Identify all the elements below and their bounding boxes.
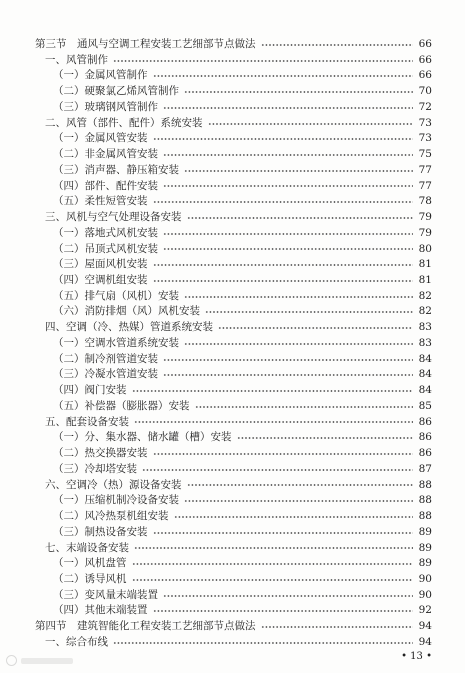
dot-leader [113, 58, 413, 64]
toc-entry-page: 88 [418, 478, 432, 491]
toc-entry-page: 86 [418, 415, 432, 428]
toc-entry-page: 84 [418, 352, 432, 365]
toc-entry-page: 78 [418, 195, 432, 208]
toc-item-entry [0, 430, 465, 446]
toc-item-entry [0, 131, 465, 147]
dot-leader [174, 514, 413, 520]
toc-item-entry [0, 556, 465, 572]
dot-leader [153, 278, 413, 284]
toc-entry-title: （二）风冷热泵机组安装 [53, 510, 169, 523]
toc-item-entry [0, 383, 465, 399]
toc-item-entry [0, 493, 465, 509]
toc-entry-page: 94 [418, 620, 432, 633]
toc-item-entry [0, 367, 465, 383]
toc-entry-page: 89 [418, 557, 432, 570]
dot-leader [163, 593, 413, 599]
toc-entry-page: 79 [418, 211, 432, 224]
toc-entry-page: 81 [418, 274, 432, 287]
dot-leader [153, 73, 413, 79]
toc-entry-page: 86 [418, 431, 432, 444]
toc-entry-page: 70 [418, 85, 432, 98]
toc-entry-title: （二）诱导风机 [53, 572, 127, 585]
dot-leader [163, 183, 413, 189]
dot-leader [153, 608, 413, 614]
toc-entry-title: 五、配套设备安装 [45, 415, 129, 428]
dot-leader [261, 624, 413, 630]
toc-chapter-entry [0, 53, 465, 69]
dot-leader [153, 451, 413, 457]
toc-entry-title: （五）排气扇（风机）安装 [53, 289, 179, 302]
toc-entry-page: 94 [418, 635, 432, 648]
toc-entry-page: 66 [418, 38, 432, 50]
toc-entry-title: 一、风管制作 [45, 53, 108, 66]
toc-entry-page: 84 [418, 368, 432, 381]
dot-leader [195, 404, 413, 410]
toc-entry-title: （二）热交换器安装 [53, 447, 148, 460]
toc-chapter-entry [0, 210, 465, 226]
toc-item-entry [0, 257, 465, 273]
toc-entry-title: 二、风管（部件、配件）系统安装 [45, 116, 203, 129]
dot-leader [163, 231, 413, 237]
dot-leader [184, 498, 413, 504]
toc-item-entry [0, 289, 465, 305]
toc-entry-title: （三）制热设备安装 [53, 525, 148, 538]
toc-item-entry [0, 100, 465, 116]
table-of-contents [0, 37, 465, 651]
toc-entry-title: （三）冷却塔安装 [53, 462, 137, 475]
dot-leader [237, 435, 413, 441]
dot-leader [163, 372, 413, 378]
toc-entry-title: （一）金属风管安装 [53, 132, 148, 145]
dot-leader [163, 105, 413, 111]
toc-entry-page: 89 [418, 541, 432, 554]
toc-entry-page: 75 [418, 148, 432, 161]
toc-entry-page: 90 [418, 572, 432, 585]
toc-entry-page: 88 [418, 494, 432, 507]
dot-leader [187, 482, 413, 488]
toc-entry-title: （一）风机盘管 [53, 557, 127, 570]
dot-leader [153, 262, 413, 268]
dot-leader [132, 561, 413, 567]
toc-item-entry [0, 588, 465, 604]
toc-entry-title: 四、空调（冷、热媒）管道系统安装 [45, 321, 213, 334]
toc-item-entry [0, 509, 465, 525]
toc-entry-title: （一）压缩机制冷设备安装 [53, 494, 179, 507]
toc-entry-page: 87 [418, 462, 432, 475]
toc-item-entry [0, 84, 465, 100]
toc-item-entry [0, 179, 465, 195]
toc-entry-title: （三）屋面风机安装 [53, 258, 148, 271]
toc-item-entry [0, 273, 465, 289]
toc-entry-page: 90 [418, 588, 432, 601]
toc-item-entry [0, 336, 465, 352]
toc-entry-page: 82 [418, 289, 432, 302]
dot-leader [187, 215, 413, 221]
toc-entry-title: （六）消防排烟（风）风机安装 [53, 305, 200, 318]
dot-leader [132, 388, 413, 394]
toc-entry-title: （二）硬聚氯乙烯风管制作 [53, 85, 179, 98]
toc-entry-page: 89 [418, 525, 432, 538]
dot-leader [153, 199, 413, 205]
toc-section-entry [0, 619, 465, 635]
toc-entry-page: 77 [418, 179, 432, 192]
toc-item-entry [0, 352, 465, 368]
toc-entry-title: 第三节 通风与空调工程安装工艺细部节点做法 [35, 38, 256, 50]
toc-entry-page: 85 [418, 399, 432, 412]
toc-entry-title: （四）空调机组安装 [53, 274, 148, 287]
dot-leader [163, 152, 413, 158]
dot-leader [208, 121, 413, 127]
toc-chapter-entry [0, 415, 465, 431]
toc-entry-title: （四）部件、配件安装 [53, 179, 158, 192]
dot-leader [132, 577, 413, 583]
toc-entry-title: （一）金属风管制作 [53, 69, 148, 82]
toc-entry-title: （二）制冷剂管道安装 [53, 352, 158, 365]
toc-entry-page: 88 [418, 510, 432, 523]
toc-entry-title: （四）其他末端装置 [53, 604, 148, 617]
dot-leader [142, 467, 413, 473]
toc-entry-page: 73 [418, 116, 432, 129]
toc-entry-page: 66 [418, 69, 432, 82]
toc-chapter-entry [0, 478, 465, 494]
toc-entry-title: （二）吊顶式风机安装 [53, 242, 158, 255]
dot-leader [153, 136, 413, 142]
toc-entry-title: 一、综合布线 [45, 635, 108, 648]
toc-entry-title: （四）阀门安装 [53, 384, 127, 397]
toc-entry-page: 79 [418, 226, 432, 239]
toc-chapter-entry [0, 541, 465, 557]
dot-leader [113, 640, 413, 646]
toc-chapter-entry [0, 635, 465, 651]
dot-leader [261, 42, 413, 48]
watermark-icon [6, 655, 17, 666]
toc-entry-title: （三）变风量末端装置 [53, 588, 158, 601]
watermark-mark [21, 658, 73, 664]
toc-entry-page: 83 [418, 321, 432, 334]
dot-leader [184, 168, 413, 174]
toc-entry-page: 80 [418, 242, 432, 255]
toc-item-entry [0, 194, 465, 210]
dot-leader [163, 246, 413, 252]
watermark-logo [6, 655, 76, 667]
toc-item-entry [0, 399, 465, 415]
toc-entry-title: （三）冷凝水管道安装 [53, 368, 158, 381]
toc-item-entry [0, 226, 465, 242]
toc-entry-page: 82 [418, 305, 432, 318]
toc-entry-title: （三）玻璃钢风管制作 [53, 100, 158, 113]
toc-section-entry [0, 37, 465, 53]
toc-entry-page: 73 [418, 132, 432, 145]
toc-entry-title: （五）柔性短管安装 [53, 195, 148, 208]
page-number: • 13 • [401, 651, 432, 662]
toc-entry-title: （一）落地式风机安装 [53, 226, 158, 239]
toc-entry-title: （三）消声器、静压箱安装 [53, 163, 179, 176]
toc-entry-page: 84 [418, 384, 432, 397]
toc-entry-page: 66 [418, 53, 432, 66]
dot-leader [184, 89, 413, 95]
toc-entry-title: （二）非金属风管安装 [53, 148, 158, 161]
dot-leader [134, 545, 413, 551]
toc-item-entry [0, 68, 465, 84]
toc-entry-page: 81 [418, 258, 432, 271]
toc-entry-title: （一）分、集水器、储水罐（槽）安装 [53, 431, 232, 444]
toc-entry-title: （一）空调水管道系统安装 [53, 336, 179, 349]
toc-entry-title: 六、空调冷（热）源设备安装 [45, 478, 182, 491]
toc-chapter-entry [0, 320, 465, 336]
toc-entry-page: 72 [418, 100, 432, 113]
toc-item-entry [0, 163, 465, 179]
toc-entry-page: 83 [418, 336, 432, 349]
toc-item-entry [0, 242, 465, 258]
toc-entry-page: 92 [418, 604, 432, 617]
toc-chapter-entry [0, 116, 465, 132]
dot-leader [205, 309, 413, 315]
dot-leader [184, 294, 413, 300]
toc-entry-title: 第四节 建筑智能化工程安装工艺细部节点做法 [35, 620, 256, 633]
toc-item-entry [0, 572, 465, 588]
dot-leader [153, 530, 413, 536]
toc-entry-page: 86 [418, 447, 432, 460]
toc-entry-title: 七、末端设备安装 [45, 541, 129, 554]
toc-item-entry [0, 304, 465, 320]
toc-entry-title: （五）补偿器（膨胀器）安装 [53, 399, 190, 412]
dot-leader [134, 419, 413, 425]
toc-item-entry [0, 147, 465, 163]
toc-item-entry [0, 525, 465, 541]
toc-entry-title: 三、风机与空气处理设备安装 [45, 211, 182, 224]
toc-item-entry [0, 462, 465, 478]
toc-item-entry [0, 446, 465, 462]
toc-entry-page: 77 [418, 163, 432, 176]
dot-leader [184, 341, 413, 347]
toc-item-entry [0, 603, 465, 619]
dot-leader [163, 357, 413, 363]
dot-leader [218, 325, 413, 331]
